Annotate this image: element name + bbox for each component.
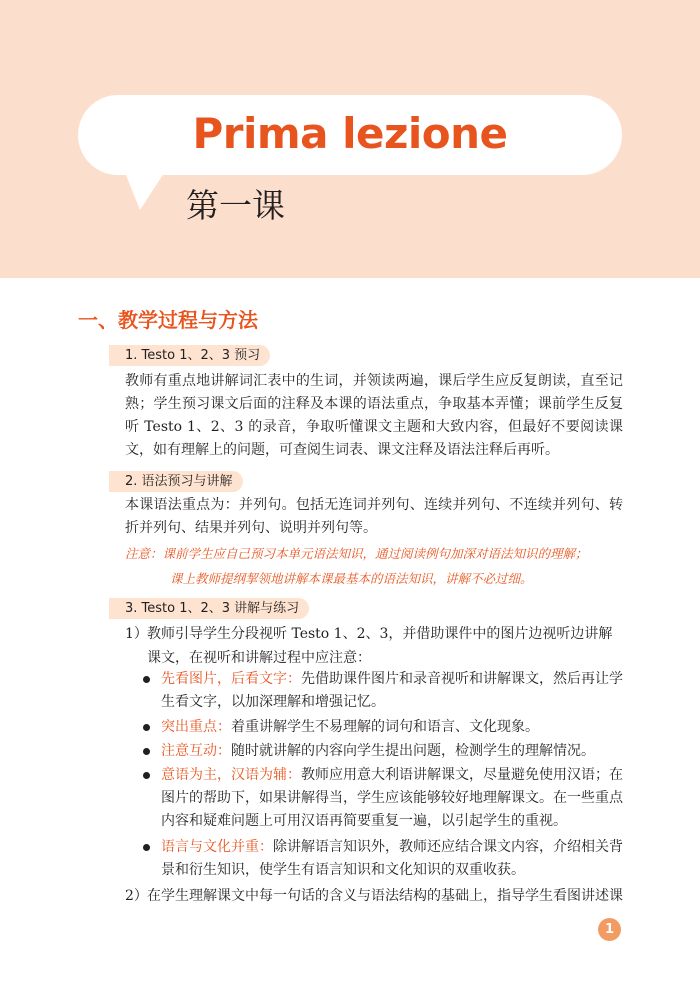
grammar-note-line-2: 课上教师提纲挈领地讲解本课最基本的语法知识，讲解不必过细。 [170,571,533,586]
bullet-1-text: 先借助课件图片和录音视听和讲解课文，然后再让学生看文字，以加深理解和增强记忆。 [161,671,623,710]
bullet-dot-icon [143,772,150,779]
bullet-5-text: 除讲解语言知识外，教师还应结合课文内容，介绍相关背景和衍生知识，使学生有语言知识和文化知识的双重收获。 [161,839,623,878]
bullet-item-2 [143,716,623,739]
numbered-item-1 [125,622,623,670]
bullet-dot-icon [143,724,150,731]
grammar-note [125,541,635,591]
bullet-dot-icon [143,676,150,683]
numbered-item-1-number: 1） [125,626,148,642]
step-2-label: 2. 语法预习与讲解 [109,471,243,492]
bullet-1-highlight: 先看图片，后看文字： [161,671,301,687]
bullet-item-5 [143,836,623,882]
step-1-paragraph: 教师有重点地讲解词汇表中的生词，并领读两遍，课后学生应反复朗读，直至记熟；学生预习课文后面的注释及本课的语法重点，争取基本弄懂；课前学生反复听 Testo 1、2、3 的录音，争取听懂课文主题和大致内容，但最好不要阅读课文，如有理解上的问题，可查阅生词表、课文注释及语法注释后再听。 [125,373,623,458]
bullet-2-text: 着重讲解学生不易理解的词句和语言、文化现象。 [231,719,539,735]
bullet-item-3 [143,740,623,763]
bullet-dot-icon [143,748,150,755]
numbered-item-2 [125,884,623,908]
bullet-item-1 [143,668,623,714]
numbered-item-2-text: 在学生理解课文中每一句话的含义与语法结构的基础上，指导学生看图讲述课 [147,888,623,904]
step-2-paragraph: 本课语法重点为：并列句。包括无连词并列句、连续并列句、不连续并列句、转折并列句、结果并列句、说明并列句等。 [125,497,623,536]
bullet-3-highlight: 注意互动： [161,743,231,759]
bullet-item-4 [143,764,623,833]
bullet-3-text: 随时就讲解的内容向学生提出问题，检测学生的理解情况。 [231,743,595,759]
section-heading: 一、教学过程与方法 [78,308,258,332]
step-1-label: 1. Testo 1、2、3 预习 [109,345,270,366]
bullet-5-highlight: 语言与文化并重： [161,839,273,855]
bullet-dot-icon [143,844,150,851]
grammar-note-line-1: 注意：课前学生应自己预习本单元语法知识，通过阅读例句加深对语法知识的理解； [125,546,588,561]
speech-bubble-tail [118,170,166,212]
bullet-4-highlight: 意语为主，汉语为辅： [161,767,301,783]
bullet-4-text: 教师应用意大利语讲解课文，尽量避免使用汉语；在图片的帮助下，如果讲解得当，学生应该能够较好地理解课文。在一些重点内容和疑难问题上可用汉语再简要重复一遍，以引起学生的重视。 [161,767,623,829]
page-number-badge: 1 [598,918,621,941]
bullet-2-highlight: 突出重点： [161,719,231,735]
numbered-item-2-number: 2） [125,888,148,904]
lesson-title-italian: Prima lezione [192,109,508,158]
lesson-title-chinese: 第一课 [186,186,285,225]
step-3-label: 3. Testo 1、2、3 讲解与练习 [109,598,309,619]
numbered-item-1-text: 教师引导学生分段视听 Testo 1、2、3，并借助课件中的图片边视听边讲解课文，在视听和讲解过程中应注意： [147,626,613,666]
